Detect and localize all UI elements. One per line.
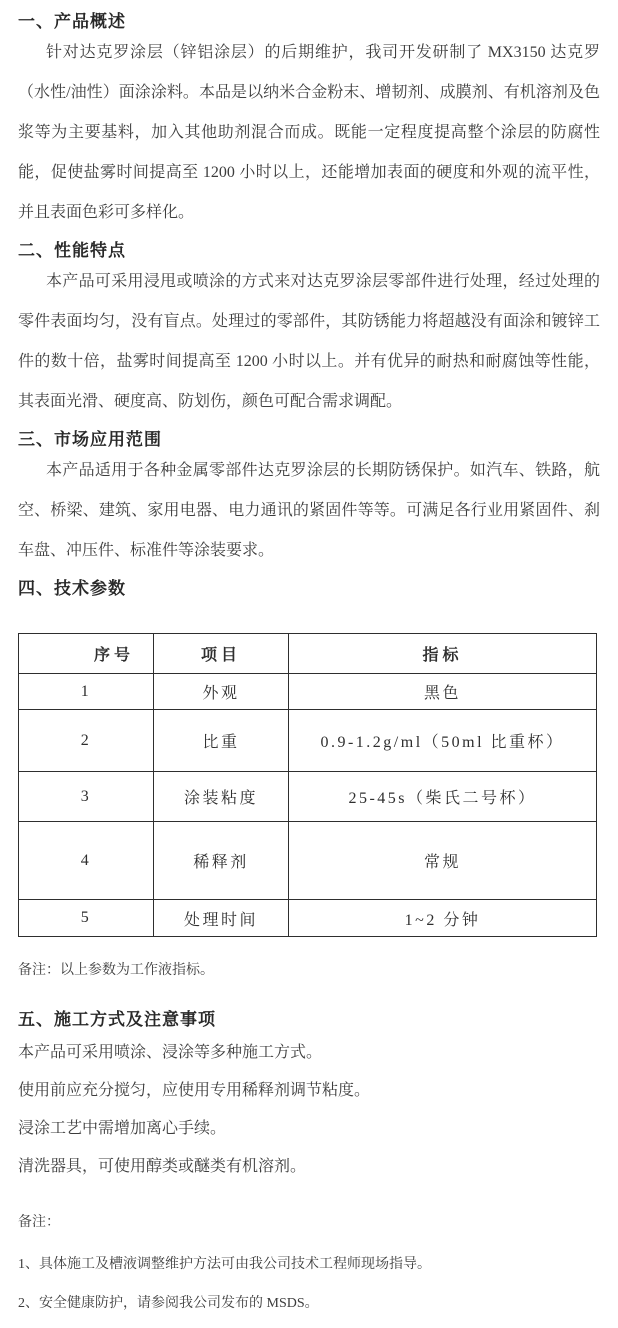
table-cell-item: 稀释剂 <box>154 822 289 900</box>
table-cell-item: 涂装粘度 <box>154 772 289 822</box>
table-cell-item: 外观 <box>154 674 289 710</box>
section2-heading: 二、性能特点 <box>18 241 126 260</box>
tech-params-table <box>18 633 597 937</box>
table-cell-seq: 1 <box>19 674 154 710</box>
table-row <box>19 772 597 822</box>
table-header-item: 项目 <box>154 634 289 674</box>
section4-heading: 四、技术参数 <box>18 579 126 598</box>
section5-line-3: 浸涂工艺中需增加离心手续。 <box>18 1120 227 1137</box>
table-cell-spec: 1~2 分钟 <box>289 900 597 937</box>
table-cell-seq: 4 <box>19 822 154 900</box>
table-cell-item: 比重 <box>154 710 289 772</box>
table-row <box>19 674 597 710</box>
table-cell-seq: 2 <box>19 710 154 772</box>
table-header-spec: 指标 <box>289 634 597 674</box>
table-header-row <box>19 634 597 674</box>
table-header-seq: 序号 <box>19 634 154 674</box>
remark-item-1: 1、具体施工及槽液调整维护方法可由我公司技术工程师现场指导。 <box>18 1257 431 1272</box>
table-row <box>19 710 597 772</box>
table-cell-item: 处理时间 <box>154 900 289 937</box>
table-note: 备注：以上参数为工作液指标。 <box>18 963 214 978</box>
table-cell-spec: 常规 <box>289 822 597 900</box>
section5-heading: 五、施工方式及注意事项 <box>18 1010 216 1029</box>
section5-line-1: 本产品可采用喷涂、浸涂等多种施工方式。 <box>18 1044 323 1061</box>
table-cell-seq: 5 <box>19 900 154 937</box>
table-row <box>19 822 597 900</box>
table-cell-spec: 0.9-1.2g/ml（50ml 比重杯） <box>289 710 597 772</box>
table-row <box>19 900 597 937</box>
remarks-label: 备注： <box>18 1215 60 1230</box>
table-cell-spec: 25-45s（柴氏二号杯） <box>289 772 597 822</box>
table-cell-spec: 黑色 <box>289 674 597 710</box>
section3-heading: 三、市场应用范围 <box>18 430 162 449</box>
table-cell-seq: 3 <box>19 772 154 822</box>
section3-paragraph: 本产品适用于各种金属零部件达克罗涂层的长期防锈保护。如汽车、铁路，航空、桥梁、建筑、家用电器、电力通讯的紧固件等等。可满足各行业用紧固件、刹车盘、冲压件、标准件等涂装要求。 <box>18 462 600 559</box>
section2-paragraph: 本产品可采用浸甩或喷涂的方式来对达克罗涂层零部件进行处理，经过处理的零件表面均匀，没有盲点。处理过的零部件，其防锈能力将超越没有面涂和镀锌工件的数十倍，盐雾时间提高至 1200 小时以上。并有优异的耐热和耐腐蚀等性能，其表面光滑、硬度高、防划伤，颜色可配合需求调配。 <box>18 273 600 410</box>
remark-item-2: 2、安全健康防护，请参阅我公司发布的 MSDS。 <box>18 1296 319 1311</box>
section5-line-2: 使用前应充分搅匀，应使用专用稀释剂调节粘度。 <box>18 1082 371 1099</box>
section5-line-4: 清洗器具，可使用醇类或醚类有机溶剂。 <box>18 1158 307 1175</box>
section1-heading: 一、产品概述 <box>18 12 126 31</box>
section1-paragraph: 针对达克罗涂层（锌铝涂层）的后期维护，我司开发研制了 MX3150 达克罗（水性/油性）面涂涂料。本品是以纳米合金粉末、增韧剂、成膜剂、有机溶剂及色浆等为主要基料，加入其他助剂混合而成。既能一定程度提高整个涂层的防腐性能，促使盐雾时间提高至 1200 小时以上，还能增加表面的硬度和外观的流平性，并且表面色彩可多样化。 <box>18 44 600 221</box>
